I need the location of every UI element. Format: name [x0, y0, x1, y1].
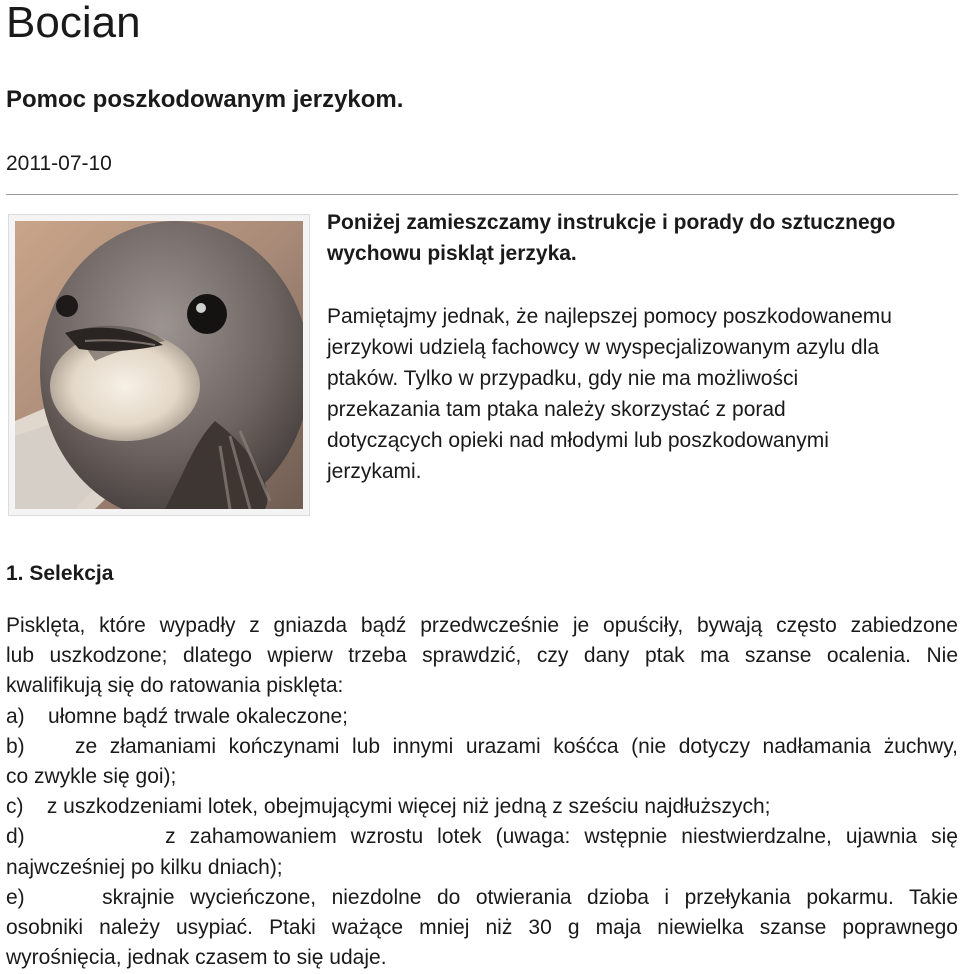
list-item: e) skrajnie wycieńczone, niezdolne do otwierania dzioba i przełykania pokarmu. Takie	[6, 885, 958, 909]
intro-body-line: dotyczących opieki nad młodymi lub poszkodowanymi	[327, 429, 829, 452]
intro-body-line: przekazania tam ptaka należy skorzystać z porad	[327, 398, 786, 421]
section-body	[6, 611, 958, 973]
list-item: c) z uszkodzeniami lotek, obejmującymi więcej niż jedną z sześciu najdłuższych;	[6, 795, 771, 819]
list-item: d) z zahamowaniem wzrostu lotek (uwaga: wstępnie niestwierdzalne, ujawnia się	[6, 825, 958, 849]
intro-body-line: jerzykowi udzielą fachowcy w wyspecjalizowanym azylu dla	[327, 336, 880, 359]
swift-chick-photo	[15, 221, 303, 509]
criteria-list	[6, 702, 958, 974]
intro-body-line: jerzykami.	[327, 460, 422, 483]
site-title: Bocian	[6, 0, 141, 47]
intro-body-line: Pamiętajmy jednak, że najlepszej pomocy poszkodowanemu	[327, 305, 892, 328]
list-item-continuation: co zwykle się goi);	[6, 765, 177, 789]
selection-paragraph	[6, 611, 958, 702]
intro-lead	[327, 207, 957, 269]
header-divider	[6, 194, 958, 195]
paragraph-line: lub uszkodzone; dlatego wpierw trzeba sprawdzić, czy dany ptak ma szanse ocalenia. Nie	[6, 644, 958, 668]
intro-lead-line: Poniżej zamieszczamy instrukcje i porady do sztucznego	[327, 211, 896, 234]
article-title: Pomoc poszkodowanym jerzykom.	[6, 86, 404, 113]
list-item-continuation: wyrośnięcia, jednak czasem to się udaje.	[6, 946, 387, 970]
paragraph-line: Pisklęta, które wypadły z gniazda bądź przedwcześnie je opuściły, bywają często zabiedzone	[6, 614, 958, 637]
list-item: b) ze złamaniami kończynami lub innymi urazami kośćca (nie dotyczy nadłamania żuchwy,	[6, 734, 958, 758]
article-date: 2011-07-10	[6, 152, 112, 175]
list-item-continuation: najwcześniej po kilku dniach);	[6, 855, 283, 879]
intro-lead-line: wychowu piskląt jerzyka.	[327, 242, 577, 265]
intro-block	[327, 207, 957, 487]
section-heading: 1. Selekcja	[6, 562, 114, 585]
article-photo	[8, 214, 310, 516]
intro-body-line: ptaków. Tylko w przypadku, gdy nie ma możliwości	[327, 367, 799, 390]
paragraph-line: kwalifikują się do ratowania pisklęta:	[6, 674, 344, 698]
intro-body	[327, 301, 957, 487]
list-item: a) ułomne bądź trwale okaleczone;	[6, 704, 349, 728]
list-item-continuation: osobniki należy usypiać. Ptaki ważące mniej niż 30 g maja niewielka szanse poprawnego	[6, 916, 958, 940]
